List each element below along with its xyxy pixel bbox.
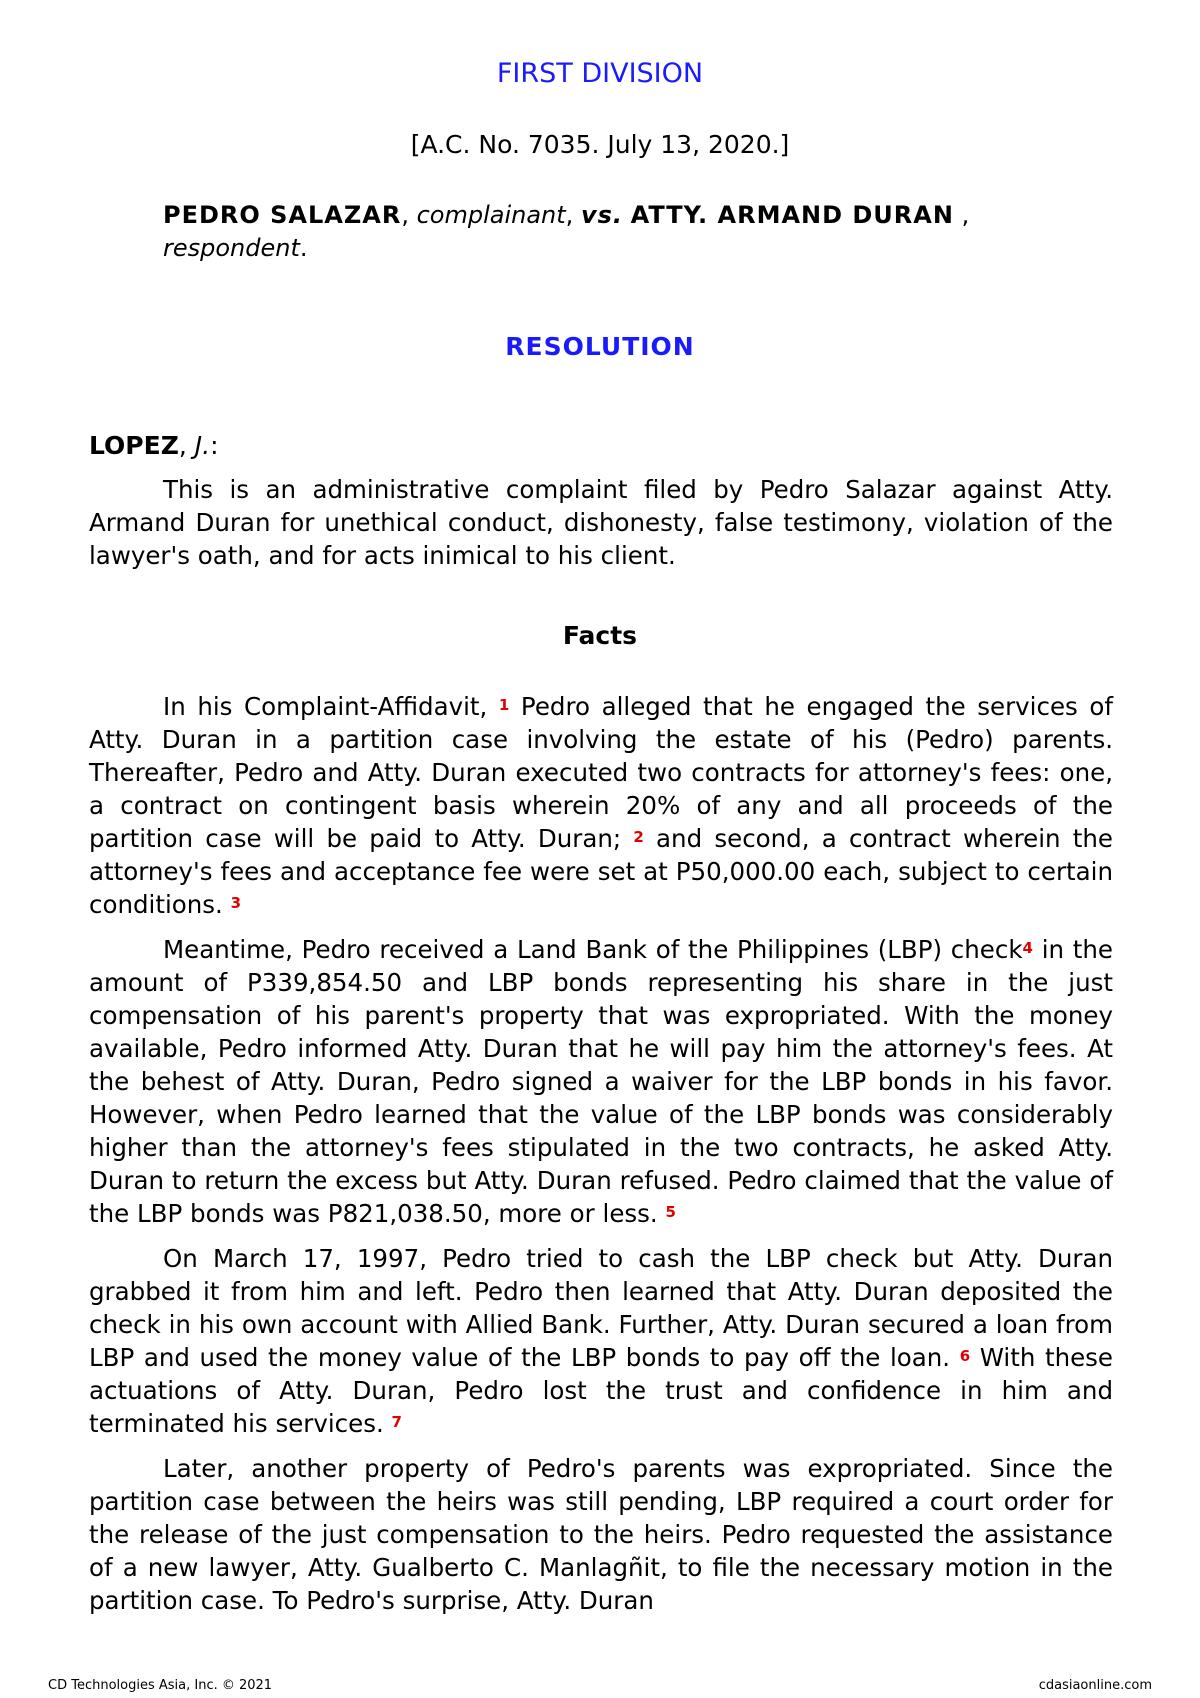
paragraph-text: Meantime, Pedro received a Land Bank of the Philippines (LBP) check [163,935,1023,964]
footer-website: cdasiaonline.com [1038,1678,1152,1693]
paragraph-text: and second, a contract wherein the attorney's fees and acceptance fee were set at P50,000.00 each, subject to certain conditions. [89,824,1113,919]
paragraph-text: Pedro alleged that he engaged the services of Atty. Duran in a partition case involving the estate of his (Pedro) parents. Thereafter, Pedro and Atty. Duran executed two contracts for attorney's fees: one, a contract on contingent basis wherein 20% of any and all proceeds of the partition case will be paid to Atty. Duran; [89,692,1113,853]
paragraph-text: in the amount of P339,854.50 and LBP bonds representing his share in the just compensation of his parent's property that was expropriated. With the money available, Pedro informed Atty. Duran that he will pay him the attorney's fees. At the behest of Atty. Duran, Pedro signed a waiver for the LBP bonds in his favor. However, when Pedro learned that the value of the LBP bonds was considerably higher than the attorney's fees stipulated in the two contracts, he asked Atty. Duran to return the excess but Atty. Duran refused. Pedro claimed that the value of the LBP bonds was P821,038.50, more or less. [89,935,1113,1228]
ponente-name: LOPEZ [89,431,179,460]
footnote-1-link[interactable]: 1 [498,696,510,714]
footnote-6-link[interactable]: 6 [959,1347,971,1365]
resolution-heading: RESOLUTION [505,332,695,361]
footnote-4-link[interactable]: 4 [1022,939,1033,957]
respondent-name: ATTY. ARMAND DURAN [630,201,954,229]
facts-heading: Facts [562,621,638,650]
paragraph-text: With these actuations of Atty. Duran, Pedro lost the trust and confidence in him and terminated his services. [89,1343,1114,1438]
ponente-title: J. [194,431,211,460]
footnote-3-link[interactable]: 3 [230,894,242,912]
case-citation: [A.C. No. 7035. July 13, 2020.] [410,130,790,159]
facts-section [89,690,1113,1629]
complainant-role: complainant [416,201,566,229]
facts-paragraph-3 [89,1242,1113,1440]
facts-paragraph-4: Later, another property of Pedro's parents was expropriated. Since the partition case between the heirs was still pending, LBP required a court order for the release of the just compensation to the heirs. Pedro requested the assistance of a new lawyer, Atty. Gualberto C. Manlagñit, to file the necessary motion in the partition case. To Pedro's surprise, Atty. Duran [89,1454,1113,1615]
intro-section [89,473,1113,584]
footer-copyright: CD Technologies Asia, Inc. © 2021 [48,1678,273,1693]
facts-paragraph-1 [89,690,1113,921]
ponente: LOPEZ, J.: [89,431,219,460]
intro-paragraph: This is an administrative complaint filed by Pedro Salazar against Atty. Armand Duran for unethical conduct, dishonesty, false testimony, violation of the lawyer's oath, and for acts inimical to his client. [89,475,1113,570]
paragraph-text: In his Complaint-Affidavit, [163,692,499,721]
versus-label: vs. [580,201,623,229]
case-parties: PEDRO SALAZAR, complainant, vs. ATTY. ARMAND DURAN , respondent. [163,201,970,262]
footnote-7-link[interactable]: 7 [391,1413,402,1431]
footnote-2-link[interactable]: 2 [633,828,644,846]
paragraph-text: On March 17, 1997, Pedro tried to cash the LBP check but Atty. Duran grabbed it from him and left. Pedro then learned that Atty. Duran deposited the check in his own account with Allied Bank. Further, Atty. Duran secured a loan from LBP and used the money value of the LBP bonds to pay off the loan. [89,1244,1113,1372]
complainant-name: PEDRO SALAZAR [163,201,402,229]
footnote-5-link[interactable]: 5 [665,1203,676,1221]
respondent-role: respondent [163,234,300,262]
facts-paragraph-2 [89,933,1113,1230]
division-heading: FIRST DIVISION [496,58,704,89]
